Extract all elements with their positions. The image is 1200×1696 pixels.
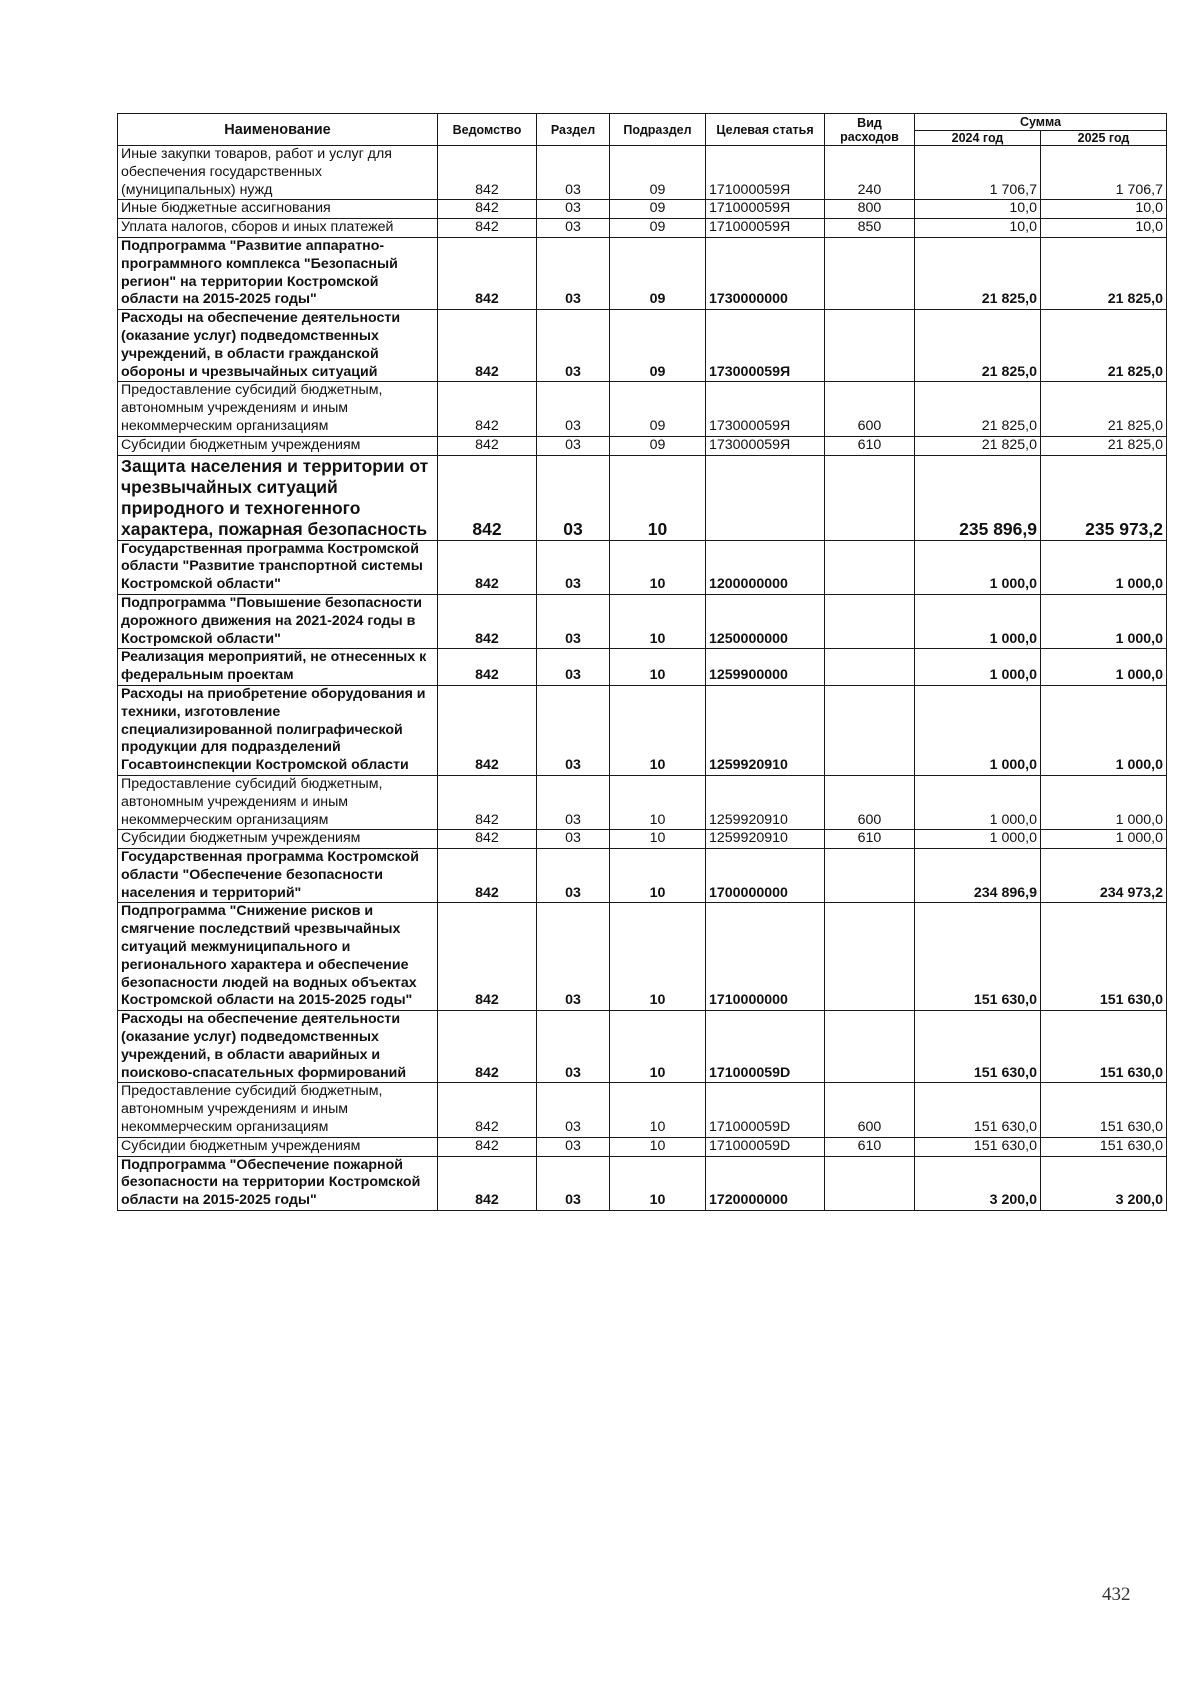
cell-razdel: 03 xyxy=(537,775,610,829)
cell-celevaya-statya: 1259920910 xyxy=(706,685,825,775)
table-row xyxy=(118,830,1167,849)
cell-podrazdel: 10 xyxy=(610,1011,706,1083)
cell-vedomstvo: 842 xyxy=(438,594,537,648)
table-row xyxy=(118,310,1167,382)
cell-razdel: 03 xyxy=(537,200,610,219)
cell-sum-2024: 1 000,0 xyxy=(915,775,1041,829)
cell-sum-2024: 21 825,0 xyxy=(915,382,1041,436)
cell-name: Государственная программа Костромской области "Развитие транспортной системы Костромской области" xyxy=(118,540,438,594)
cell-name: Подпрограмма "Обеспечение пожарной безопасности на территории Костромской области на 2015-2025 годы" xyxy=(118,1156,438,1210)
cell-sum-2025: 1 000,0 xyxy=(1041,775,1167,829)
cell-sum-2025: 151 630,0 xyxy=(1041,903,1167,1011)
cell-vid-raskhodov xyxy=(825,237,915,309)
cell-podrazdel: 09 xyxy=(610,146,706,200)
cell-name: Подпрограмма "Повышение безопасности дорожного движения на 2021-2024 годы в Костромской области" xyxy=(118,594,438,648)
cell-vedomstvo: 842 xyxy=(438,685,537,775)
cell-celevaya-statya: 1259900000 xyxy=(706,649,825,686)
table-row xyxy=(118,775,1167,829)
cell-sum-2025: 1 000,0 xyxy=(1041,540,1167,594)
cell-sum-2025: 151 630,0 xyxy=(1041,1083,1167,1137)
cell-vedomstvo: 842 xyxy=(438,310,537,382)
cell-razdel: 03 xyxy=(537,1083,610,1137)
cell-sum-2024: 21 825,0 xyxy=(915,310,1041,382)
cell-razdel: 03 xyxy=(537,146,610,200)
cell-name: Расходы на приобретение оборудования и техники, изготовление специализированной полиграфической продукции для подразделений Госавтоинспекции Костромской области xyxy=(118,685,438,775)
cell-podrazdel: 10 xyxy=(610,903,706,1011)
table-row xyxy=(118,903,1167,1011)
cell-sum-2025: 1 706,7 xyxy=(1041,146,1167,200)
cell-vid-raskhodov: 610 xyxy=(825,1137,915,1156)
cell-celevaya-statya: 171000059Я xyxy=(706,200,825,219)
cell-podrazdel: 10 xyxy=(610,775,706,829)
cell-razdel: 03 xyxy=(537,594,610,648)
cell-vedomstvo: 842 xyxy=(438,436,537,455)
cell-razdel: 03 xyxy=(537,1011,610,1083)
cell-sum-2024: 1 706,7 xyxy=(915,146,1041,200)
cell-sum-2025: 1 000,0 xyxy=(1041,649,1167,686)
table-row xyxy=(118,1083,1167,1137)
cell-sum-2025: 3 200,0 xyxy=(1041,1156,1167,1210)
cell-vedomstvo: 842 xyxy=(438,237,537,309)
page-number: 432 xyxy=(1102,1584,1131,1605)
cell-sum-2024: 10,0 xyxy=(915,219,1041,238)
cell-razdel: 03 xyxy=(537,310,610,382)
cell-sum-2024: 1 000,0 xyxy=(915,830,1041,849)
cell-razdel: 03 xyxy=(537,455,610,540)
cell-podrazdel: 09 xyxy=(610,219,706,238)
cell-vedomstvo: 842 xyxy=(438,1137,537,1156)
cell-name: Предоставление субсидий бюджетным, автономным учреждениям и иным некоммерческим организациям xyxy=(118,382,438,436)
cell-vedomstvo: 842 xyxy=(438,540,537,594)
cell-razdel: 03 xyxy=(537,849,610,903)
cell-name: Иные бюджетные ассигнования xyxy=(118,200,438,219)
cell-podrazdel: 09 xyxy=(610,237,706,309)
cell-podrazdel: 10 xyxy=(610,849,706,903)
cell-vedomstvo: 842 xyxy=(438,200,537,219)
cell-name: Расходы на обеспечение деятельности (оказание услуг) подведомственных учреждений, в области аварийных и поисково-спасательных формирований xyxy=(118,1011,438,1083)
cell-celevaya-statya: 171000059D xyxy=(706,1083,825,1137)
cell-sum-2024: 1 000,0 xyxy=(915,594,1041,648)
cell-podrazdel: 10 xyxy=(610,540,706,594)
cell-celevaya-statya: 173000059Я xyxy=(706,382,825,436)
cell-vid-raskhodov xyxy=(825,903,915,1011)
cell-sum-2024: 10,0 xyxy=(915,200,1041,219)
cell-razdel: 03 xyxy=(537,540,610,594)
table-row xyxy=(118,200,1167,219)
table-row xyxy=(118,1011,1167,1083)
cell-celevaya-statya: 171000059Я xyxy=(706,146,825,200)
cell-name: Субсидии бюджетным учреждениям xyxy=(118,436,438,455)
cell-vid-raskhodov xyxy=(825,649,915,686)
cell-sum-2024: 1 000,0 xyxy=(915,540,1041,594)
cell-vid-raskhodov xyxy=(825,540,915,594)
cell-sum-2024: 21 825,0 xyxy=(915,436,1041,455)
cell-name: Предоставление субсидий бюджетным, автономным учреждениям и иным некоммерческим организациям xyxy=(118,1083,438,1137)
cell-celevaya-statya: 171000059Я xyxy=(706,219,825,238)
cell-vid-raskhodov: 600 xyxy=(825,775,915,829)
cell-vedomstvo: 842 xyxy=(438,903,537,1011)
cell-sum-2024: 151 630,0 xyxy=(915,1083,1041,1137)
cell-name: Подпрограмма "Снижение рисков и смягчение последствий чрезвычайных ситуаций межмуниципального и регионального характера и обеспечение безопасности людей на водных объектах Костромской области на 2015-2025 годы" xyxy=(118,903,438,1011)
table-row xyxy=(118,540,1167,594)
cell-vedomstvo: 842 xyxy=(438,382,537,436)
cell-vedomstvo: 842 xyxy=(438,1083,537,1137)
cell-podrazdel: 09 xyxy=(610,382,706,436)
cell-sum-2024: 234 896,9 xyxy=(915,849,1041,903)
cell-vedomstvo: 842 xyxy=(438,1156,537,1210)
table-row xyxy=(118,1137,1167,1156)
cell-vid-raskhodov xyxy=(825,1011,915,1083)
cell-celevaya-statya: 1720000000 xyxy=(706,1156,825,1210)
cell-sum-2024: 235 896,9 xyxy=(915,455,1041,540)
cell-name: Субсидии бюджетным учреждениям xyxy=(118,830,438,849)
cell-sum-2025: 1 000,0 xyxy=(1041,830,1167,849)
cell-sum-2025: 151 630,0 xyxy=(1041,1011,1167,1083)
cell-vedomstvo: 842 xyxy=(438,219,537,238)
cell-sum-2024: 151 630,0 xyxy=(915,1137,1041,1156)
table-row xyxy=(118,382,1167,436)
table-row xyxy=(118,1156,1167,1210)
cell-celevaya-statya: 1700000000 xyxy=(706,849,825,903)
cell-podrazdel: 10 xyxy=(610,1156,706,1210)
header-razdel: Раздел xyxy=(537,114,610,146)
cell-sum-2025: 21 825,0 xyxy=(1041,436,1167,455)
cell-sum-2025: 21 825,0 xyxy=(1041,382,1167,436)
cell-vid-raskhodov: 240 xyxy=(825,146,915,200)
cell-vid-raskhodov: 610 xyxy=(825,830,915,849)
cell-podrazdel: 10 xyxy=(610,830,706,849)
cell-celevaya-statya: 173000059Я xyxy=(706,310,825,382)
header-summa: Сумма xyxy=(915,114,1167,131)
cell-podrazdel: 09 xyxy=(610,436,706,455)
cell-sum-2025: 10,0 xyxy=(1041,219,1167,238)
cell-vid-raskhodov xyxy=(825,310,915,382)
table-row xyxy=(118,219,1167,238)
table-header xyxy=(118,114,1167,146)
header-year-2024: 2024 год xyxy=(915,131,1041,146)
cell-vid-raskhodov: 600 xyxy=(825,382,915,436)
cell-podrazdel: 10 xyxy=(610,649,706,686)
cell-razdel: 03 xyxy=(537,1156,610,1210)
cell-razdel: 03 xyxy=(537,649,610,686)
table-row xyxy=(118,146,1167,200)
cell-vedomstvo: 842 xyxy=(438,830,537,849)
cell-vid-raskhodov xyxy=(825,594,915,648)
cell-podrazdel: 09 xyxy=(610,200,706,219)
table-row xyxy=(118,436,1167,455)
cell-razdel: 03 xyxy=(537,1137,610,1156)
header-year-2025: 2025 год xyxy=(1041,131,1167,146)
cell-name: Реализация мероприятий, не отнесенных к федеральным проектам xyxy=(118,649,438,686)
cell-celevaya-statya: 1259920910 xyxy=(706,775,825,829)
cell-podrazdel: 10 xyxy=(610,455,706,540)
cell-celevaya-statya: 171000059D xyxy=(706,1137,825,1156)
cell-sum-2024: 151 630,0 xyxy=(915,903,1041,1011)
cell-name: Иные закупки товаров, работ и услуг для обеспечения государственных (муниципальных) нужд xyxy=(118,146,438,200)
cell-vid-raskhodov xyxy=(825,849,915,903)
cell-vid-raskhodov xyxy=(825,455,915,540)
cell-celevaya-statya: 1259920910 xyxy=(706,830,825,849)
cell-podrazdel: 10 xyxy=(610,594,706,648)
header-vid-raskhodov: Вид расходов xyxy=(825,114,915,146)
cell-sum-2025: 10,0 xyxy=(1041,200,1167,219)
header-celevaya-statya: Целевая статья xyxy=(706,114,825,146)
cell-vid-raskhodov: 600 xyxy=(825,1083,915,1137)
cell-razdel: 03 xyxy=(537,237,610,309)
cell-vid-raskhodov: 850 xyxy=(825,219,915,238)
cell-name: Уплата налогов, сборов и иных платежей xyxy=(118,219,438,238)
cell-sum-2025: 1 000,0 xyxy=(1041,685,1167,775)
cell-name: Субсидии бюджетным учреждениям xyxy=(118,1137,438,1156)
budget-table xyxy=(117,113,1167,1211)
cell-sum-2024: 1 000,0 xyxy=(915,685,1041,775)
cell-sum-2025: 234 973,2 xyxy=(1041,849,1167,903)
table-row xyxy=(118,455,1167,540)
table-row xyxy=(118,849,1167,903)
cell-celevaya-statya: 173000059Я xyxy=(706,436,825,455)
cell-vedomstvo: 842 xyxy=(438,146,537,200)
header-name: Наименование xyxy=(118,114,438,146)
cell-razdel: 03 xyxy=(537,830,610,849)
table-row xyxy=(118,237,1167,309)
cell-razdel: 03 xyxy=(537,436,610,455)
cell-sum-2025: 235 973,2 xyxy=(1041,455,1167,540)
cell-podrazdel: 10 xyxy=(610,1137,706,1156)
cell-podrazdel: 09 xyxy=(610,310,706,382)
cell-name: Государственная программа Костромской области "Обеспечение безопасности населения и территорий" xyxy=(118,849,438,903)
cell-sum-2025: 151 630,0 xyxy=(1041,1137,1167,1156)
header-vedomstvo: Ведомство xyxy=(438,114,537,146)
cell-vid-raskhodov: 800 xyxy=(825,200,915,219)
cell-vid-raskhodov xyxy=(825,1156,915,1210)
cell-name: Расходы на обеспечение деятельности (оказание услуг) подведомственных учреждений, в области гражданской обороны и чрезвычайных ситуаций xyxy=(118,310,438,382)
table-row xyxy=(118,594,1167,648)
cell-sum-2024: 3 200,0 xyxy=(915,1156,1041,1210)
cell-vedomstvo: 842 xyxy=(438,775,537,829)
cell-podrazdel: 10 xyxy=(610,685,706,775)
cell-sum-2024: 21 825,0 xyxy=(915,237,1041,309)
cell-vedomstvo: 842 xyxy=(438,849,537,903)
cell-celevaya-statya: 1710000000 xyxy=(706,903,825,1011)
cell-vid-raskhodov xyxy=(825,685,915,775)
cell-sum-2024: 1 000,0 xyxy=(915,649,1041,686)
cell-sum-2025: 21 825,0 xyxy=(1041,237,1167,309)
cell-razdel: 03 xyxy=(537,219,610,238)
cell-vedomstvo: 842 xyxy=(438,1011,537,1083)
cell-celevaya-statya xyxy=(706,455,825,540)
cell-celevaya-statya: 1250000000 xyxy=(706,594,825,648)
cell-sum-2025: 1 000,0 xyxy=(1041,594,1167,648)
cell-celevaya-statya: 1730000000 xyxy=(706,237,825,309)
cell-vedomstvo: 842 xyxy=(438,455,537,540)
cell-name: Предоставление субсидий бюджетным, автономным учреждениям и иным некоммерческим организациям xyxy=(118,775,438,829)
header-podrazdel: Подраздел xyxy=(610,114,706,146)
table-row xyxy=(118,685,1167,775)
cell-podrazdel: 10 xyxy=(610,1083,706,1137)
cell-sum-2025: 21 825,0 xyxy=(1041,310,1167,382)
table-body xyxy=(118,146,1167,1211)
cell-name: Подпрограмма "Развитие аппаратно-программного комплекса "Безопасный регион" на территории Костромской области на 2015-2025 годы" xyxy=(118,237,438,309)
cell-razdel: 03 xyxy=(537,685,610,775)
cell-sum-2024: 151 630,0 xyxy=(915,1011,1041,1083)
cell-razdel: 03 xyxy=(537,382,610,436)
cell-name: Защита населения и территории от чрезвычайных ситуаций природного и техногенного характера, пожарная безопасность xyxy=(118,455,438,540)
cell-vedomstvo: 842 xyxy=(438,649,537,686)
cell-celevaya-statya: 171000059D xyxy=(706,1011,825,1083)
cell-celevaya-statya: 1200000000 xyxy=(706,540,825,594)
cell-razdel: 03 xyxy=(537,903,610,1011)
cell-vid-raskhodov: 610 xyxy=(825,436,915,455)
table-row xyxy=(118,649,1167,686)
